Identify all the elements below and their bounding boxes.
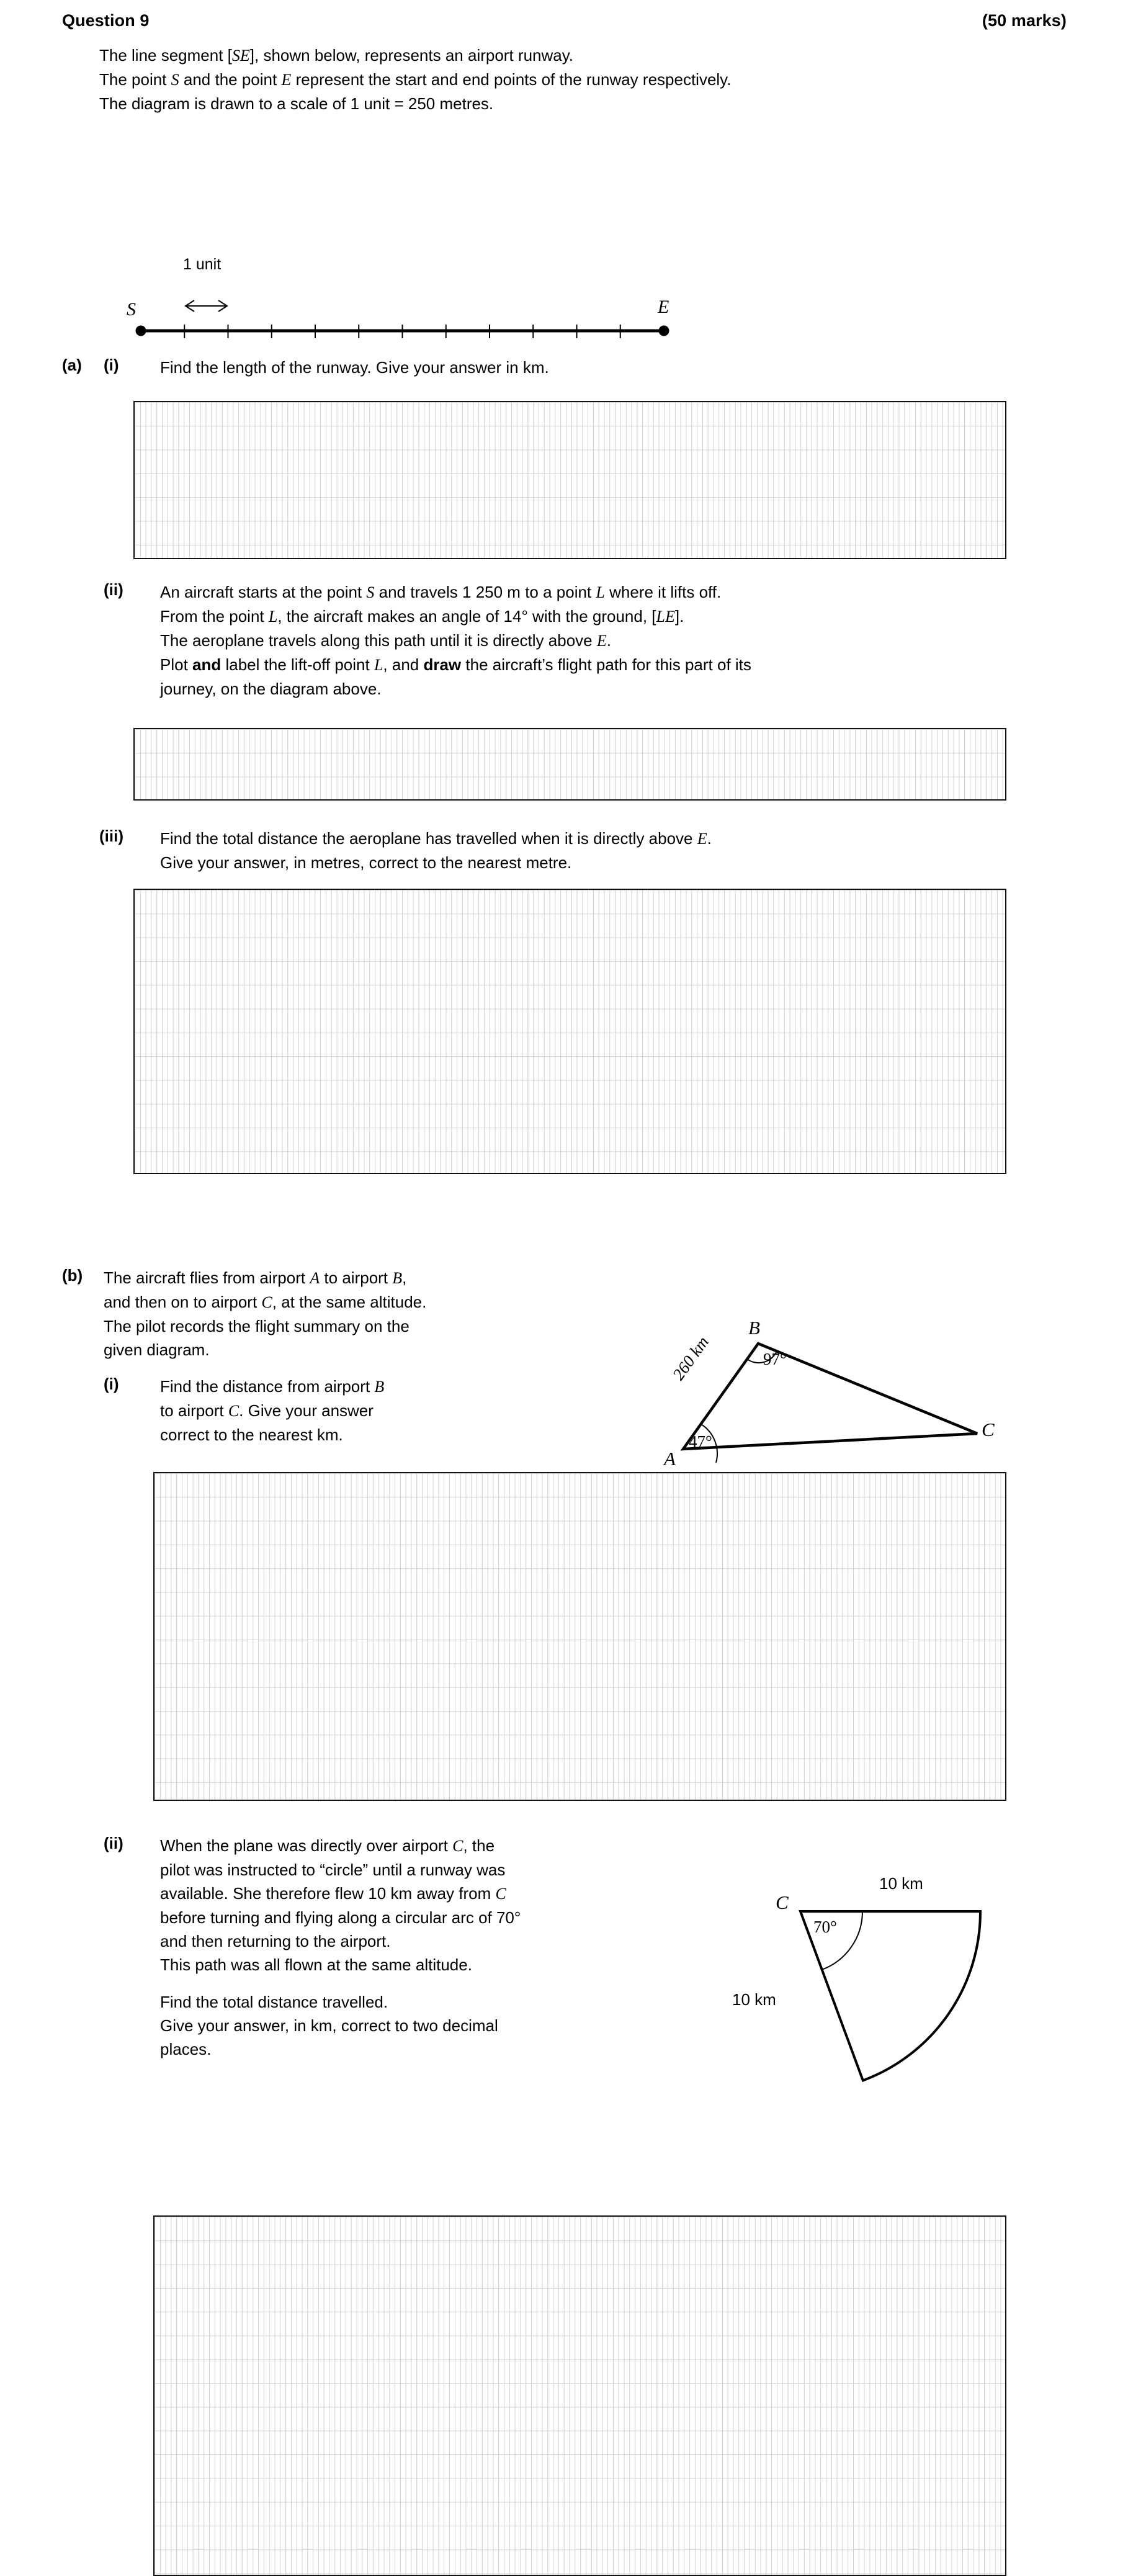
intro-line-2-a: The point <box>99 70 171 89</box>
triangle-vertex-c-label: C <box>982 1419 995 1440</box>
b-intro-line-4: given diagram. <box>104 1340 210 1359</box>
runway-line-diagram <box>112 256 807 348</box>
b-i-l1a: Find the distance from airport <box>160 1377 375 1396</box>
part-b-label: (b) <box>62 1266 83 1285</box>
sector-diagram <box>732 1800 1055 2110</box>
part-a-iii-number: (iii) <box>99 827 123 845</box>
runway-start-label: S <box>127 299 136 320</box>
a-ii-l1a: An aircraft starts at the point <box>160 583 367 601</box>
intro-line-2 <box>99 68 1067 92</box>
part-a-ii-text <box>160 580 1041 701</box>
a-ii-segment-le: LE <box>656 608 675 626</box>
b-intro-line-1 <box>104 1266 538 1290</box>
b-i-airport-c: C <box>228 1402 239 1420</box>
b-i-l2b: . Give your answer <box>239 1401 374 1420</box>
answer-grid-a-iii[interactable] <box>133 889 1006 1174</box>
segment-se-label: SE <box>231 47 250 65</box>
runway-start-dot <box>136 326 146 336</box>
unit-label: 1 unit <box>183 256 222 273</box>
b-i-line-2 <box>160 1399 557 1423</box>
intro-line-3: The diagram is drawn to a scale of 1 unit = 250 metres. <box>99 94 494 113</box>
runway-end-label: E <box>658 297 669 317</box>
a-ii-l4c: , and <box>383 655 424 674</box>
b-l1c: , <box>402 1268 407 1287</box>
b-ii-line-4: before turning and flying along a circular arc of 70° <box>160 1908 521 1927</box>
b-ii-line-9: places. <box>160 2040 212 2058</box>
b-l2a: and then on to airport <box>104 1293 262 1311</box>
a-ii-l4d: the aircraft’s flight path for this part of its <box>461 655 751 674</box>
b-ii-line-7: Find the total distance travelled. <box>160 1993 388 2011</box>
a-ii-draw-emphasis: draw <box>423 655 462 674</box>
point-s-label: S <box>171 71 179 89</box>
b-ii-line-5: and then returning to the airport. <box>160 1932 391 1950</box>
airport-c-label: C <box>261 1293 272 1311</box>
b-ii-l1a: When the plane was directly over airport <box>160 1836 453 1855</box>
a-ii-l3b: . <box>606 631 611 650</box>
b-intro-line-3: The pilot records the flight summary on the <box>104 1317 410 1335</box>
a-ii-point-e: E <box>596 632 607 650</box>
triangle-vertex-b-label: B <box>748 1317 760 1339</box>
sector-svg <box>732 1800 1055 2110</box>
a-ii-line-2 <box>160 604 1041 629</box>
part-a-label: (a) <box>62 356 82 374</box>
b-intro-line-2 <box>104 1290 538 1314</box>
b-ii-line-1 <box>160 1834 694 1858</box>
b-l1b: to airport <box>320 1268 393 1287</box>
b-ii-l1b: , the <box>463 1836 495 1855</box>
b-ii-line-3 <box>160 1882 694 1906</box>
intro-line-1 <box>99 43 1067 68</box>
one-unit-arrow-icon <box>186 300 227 312</box>
answer-grid-b-i[interactable] <box>153 1472 1006 1801</box>
airport-a-label: A <box>310 1269 320 1287</box>
marks-label: (50 marks) <box>982 11 1067 30</box>
b-i-l2a: to airport <box>160 1401 228 1420</box>
b-ii-line-8: Give your answer, in km, correct to two decimal <box>160 2016 498 2035</box>
b-ii-spacer <box>160 1977 694 1990</box>
a-ii-l4a: Plot <box>160 655 193 674</box>
a-iii-point-e: E <box>697 830 707 848</box>
point-e-label: E <box>281 71 292 89</box>
answer-grid-a-ii[interactable] <box>133 728 1006 801</box>
sector-angle-label: 70° <box>813 1918 837 1936</box>
sector-vertex-c-label: C <box>776 1892 789 1913</box>
b-ii-airport-c: C <box>452 1837 463 1855</box>
triangle-diagram <box>596 1254 1042 1470</box>
a-ii-line-4 <box>160 653 1041 677</box>
a-ii-and-emphasis: and <box>192 655 222 674</box>
intro-paragraph <box>99 43 1067 115</box>
runway-svg <box>112 261 807 348</box>
a-ii-l4b: label the lift-off point <box>221 655 374 674</box>
b-ii-airport-c2: C <box>495 1885 506 1903</box>
triangle-svg <box>596 1254 1042 1465</box>
b-ii-line-2: pilot was instructed to “circle” until a runway was <box>160 1860 506 1879</box>
a-ii-l3a: The aeroplane travels along this path until it is directly above <box>160 631 597 650</box>
part-b-ii-text <box>160 1834 694 2061</box>
a-iii-line-2: Give your answer, in metres, correct to the nearest metre. <box>160 853 572 872</box>
part-a-i-text: Find the length of the runway. Give your answer in km. <box>160 358 549 377</box>
intro-line-1-a: The line segment [ <box>99 46 232 65</box>
b-l1a: The aircraft flies from airport <box>104 1268 310 1287</box>
triangle-side-ab-label: 260 km <box>669 1332 713 1384</box>
b-ii-l3a: available. She therefore flew 10 km away from <box>160 1884 496 1903</box>
b-i-airport-b: B <box>374 1378 385 1396</box>
triangle-angle-b-label: 97° <box>763 1350 787 1368</box>
b-ii-line-6: This path was all flown at the same altitude. <box>160 1955 472 1974</box>
intro-line-1-b: ], shown below, represents an airport runway. <box>249 46 574 65</box>
intro-line-2-b: and the point <box>179 70 282 89</box>
a-ii-point-l: L <box>596 583 605 601</box>
a-ii-point-l2: L <box>268 608 278 626</box>
page-title: Question 9 <box>62 11 150 30</box>
b-i-line-3: correct to the nearest km. <box>160 1425 343 1444</box>
part-a-iii-text <box>160 827 1041 874</box>
part-a-ii-number: (ii) <box>104 580 123 599</box>
triangle-angle-a-label: 47° <box>689 1432 712 1451</box>
part-b-i-text <box>160 1375 557 1447</box>
a-ii-line-3 <box>160 629 1041 653</box>
a-ii-l1b: and travels 1 250 m to a point <box>374 583 596 601</box>
a-ii-point-l3: L <box>374 656 383 674</box>
answer-grid-b-ii[interactable] <box>153 2215 1006 2576</box>
part-a-i-number: (i) <box>104 356 119 374</box>
a-ii-l2a: From the point <box>160 607 269 626</box>
a-ii-line-5: journey, on the diagram above. <box>160 680 382 698</box>
triangle-abc-shape <box>683 1344 977 1449</box>
a-ii-l2b: , the aircraft makes an angle of 14° with the ground, [ <box>277 607 656 626</box>
a-ii-line-1 <box>160 580 1041 604</box>
a-ii-l1c: where it lifts off. <box>604 583 722 601</box>
a-ii-point-s: S <box>366 583 375 601</box>
airport-b-label: B <box>392 1269 403 1287</box>
a-iii-line-1 <box>160 827 1041 851</box>
b-l2b: , at the same altitude. <box>272 1293 427 1311</box>
part-b-i-number: (i) <box>104 1375 119 1393</box>
intro-line-2-c: represent the start and end points of the runway respectively. <box>291 70 732 89</box>
sector-radius-top-label: 10 km <box>879 1874 923 1893</box>
triangle-vertex-a-label: A <box>664 1448 676 1470</box>
part-b-ii-number: (ii) <box>104 1834 123 1852</box>
part-b-intro-text <box>104 1266 538 1362</box>
a-iii-l1a: Find the total distance the aeroplane has travelled when it is directly above <box>160 829 697 848</box>
a-iii-l1b: . <box>707 829 712 848</box>
runway-end-dot <box>659 326 669 336</box>
answer-grid-a-i[interactable] <box>133 401 1006 559</box>
a-ii-l2c: ]. <box>674 607 684 626</box>
sector-radius-left-label: 10 km <box>732 1990 776 2009</box>
b-i-line-1 <box>160 1375 557 1399</box>
